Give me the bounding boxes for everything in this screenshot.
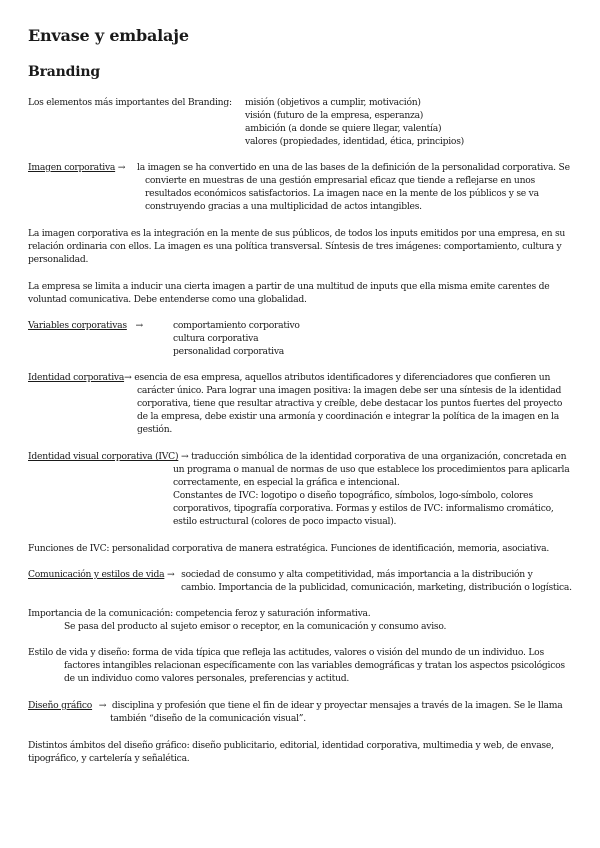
paragraph-estilo-vida	[28, 646, 565, 685]
comunicacion-term: Comunicación y estilos de vida	[28, 569, 165, 580]
paragraph-line: La empresa se limita a inducir una cierta imagen a partir de una multitud de inputs que ella misma emite carentes de	[28, 281, 550, 292]
definition-line: convierte en muestras de una gestión empresarial eficaz que tiende a reflejarse en unos	[145, 175, 536, 186]
paragraph-funciones: Funciones de IVC: personalidad corporativa de manera estratégica. Funciones de identificación, memoria, asociativa.	[28, 543, 550, 554]
paragraph-empresa	[28, 280, 576, 306]
arrow-icon: →	[117, 162, 126, 173]
ivc-definition	[173, 463, 569, 528]
paragraph-line: personalidad.	[28, 254, 89, 265]
branding-list	[245, 96, 464, 148]
definition-line: corporativa, tiene que resultar atractiva y creíble, debe destacar los puntos fuertes del proyecto	[137, 398, 563, 409]
paragraph-line: voluntad comunicativa. Debe entenderse como una globalidad.	[28, 294, 307, 305]
variables-term: Variables corporativas	[28, 320, 127, 331]
branding-item: misión (objetivos a cumplir, motivación)	[245, 97, 421, 108]
variables-list	[173, 319, 300, 358]
arrow-icon: →	[98, 700, 107, 711]
identidad-term: Identidad corporativa	[28, 372, 125, 383]
paragraph-integracion	[28, 227, 576, 266]
paragraph-line: Se pasa del producto al sujeto emisor o receptor, en la comunicación y consumo aviso.	[64, 621, 447, 632]
variable-item: comportamiento corporativo	[173, 320, 300, 331]
definition-line: carácter único. Para lograr una imagen positiva: la imagen debe ser una síntesis de la identidad	[137, 385, 562, 396]
paragraph-line: Estilo de vida y diseño: forma de vida típica que refleja las actitudes, valores o visión del mundo de un individuo. Los	[28, 647, 544, 658]
imagen-corporativa-term: Imagen corporativa	[28, 162, 116, 173]
branding-item: ambición (a donde se quiere llegar, valentía)	[245, 123, 442, 134]
definition-line: corporativos, tipografía corporativa. Formas y estilos de IVC: informalismo cromático,	[173, 503, 554, 514]
definition-line: también “diseño de la comunicación visual”.	[110, 713, 306, 724]
definition-line: de la empresa, debe existir una armonía y coordinación e integrar la política de la imagen en la	[137, 411, 559, 422]
comunicacion-first-line: sociedad de consumo y alta competitividad, más importancia a la distribución y	[181, 569, 533, 580]
definition-line: gestión.	[137, 424, 173, 435]
definition-line: la imagen se ha convertido en una de las bases de la definición de la personalidad corporativa. Se	[137, 162, 570, 173]
paragraph-line: de un individuo como valores personales, preferencias y actitud.	[64, 673, 350, 684]
branding-item: visión (futuro de la empresa, esperanza)	[245, 110, 424, 121]
page-title: Envase y embalaje	[28, 26, 189, 45]
definition-line: un programa o manual de normas de uso que establece los procedimientos para aplicarla	[173, 464, 570, 475]
ivc-term: Identidad visual corporativa (IVC)	[28, 451, 179, 462]
paragraph-line: relación ordinaria con ellos. La imagen es una política transversal. Síntesis de tres imágenes: comportamiento, cultura y	[28, 241, 562, 252]
definition-line: resultados económicos satisfactorios. La imagen nace en la mente de los públicos y se va	[145, 188, 539, 199]
identidad-definition	[137, 384, 562, 436]
arrow-icon: →	[180, 451, 189, 462]
paragraph-line: tipográfico, y cartelería y señalética.	[28, 753, 190, 764]
comunicacion-term-row	[28, 568, 533, 581]
paragraph-line: factores intangibles relacionan específicamente con las variables demográficas y tratan los aspectos psicológicos	[64, 660, 565, 671]
branding-intro: Los elementos más importantes del Branding:	[28, 97, 232, 108]
imagen-corporativa-definition	[137, 161, 570, 213]
paragraph-ambitos	[28, 739, 576, 765]
definition-line: correctamente, en especial la gráfica e intencional.	[173, 477, 400, 488]
paragraph-line: Importancia de la comunicación: competencia feroz y saturación informativa.	[28, 608, 371, 619]
paragraph-line: La imagen corporativa es la integración en la mente de sus públicos, de todos los inputs emitidos por una empresa, en su	[28, 228, 566, 239]
definition-line: estilo estructural (colores de poco impacto visual).	[173, 516, 397, 527]
section-heading: Branding	[28, 64, 100, 80]
definition-line: construyendo gracias a una multiplicidad de actos intangibles.	[145, 201, 422, 212]
identidad-first-line: esencia de esa empresa, aquellos atributos identificadores y diferenciadores que confieren un	[134, 372, 551, 383]
ivc-first-line: traducción simbólica de la identidad corporativa de una organización, concretada en	[191, 451, 567, 462]
arrow-icon: →	[124, 372, 132, 383]
arrow-icon: →	[135, 320, 143, 331]
paragraph-line: Distintos ámbitos del diseño gráfico: diseño publicitario, editorial, identidad corporativa, multimedia y web, de envase,	[28, 740, 554, 751]
variable-item: cultura corporativa	[173, 333, 259, 344]
diseno-term-row	[28, 699, 562, 712]
diseno-first-line: disciplina y profesión que tiene el fin de idear y proyectar mensajes a través de la imagen. Se le llama	[111, 700, 563, 711]
identidad-term-row	[28, 371, 550, 384]
comunicacion-definition	[181, 581, 572, 594]
variables-term-row	[28, 319, 143, 332]
paragraph-importancia	[28, 607, 446, 633]
definition-line: Constantes de IVC: logotipo o diseño topográfico, símbolos, logo-símbolo, colores	[173, 490, 533, 501]
arrow-icon: →	[167, 569, 175, 580]
definition-line: cambio. Importancia de la publicidad, comunicación, marketing, distribución o logística.	[181, 582, 572, 593]
ivc-term-row	[28, 450, 566, 463]
imagen-corporativa-term-row	[28, 161, 125, 174]
variable-item: personalidad corporativa	[173, 346, 285, 357]
diseno-term: Diseño gráfico	[28, 700, 93, 711]
branding-item: valores (propiedades, identidad, ética, principios)	[245, 136, 465, 147]
diseno-definition	[110, 712, 306, 725]
